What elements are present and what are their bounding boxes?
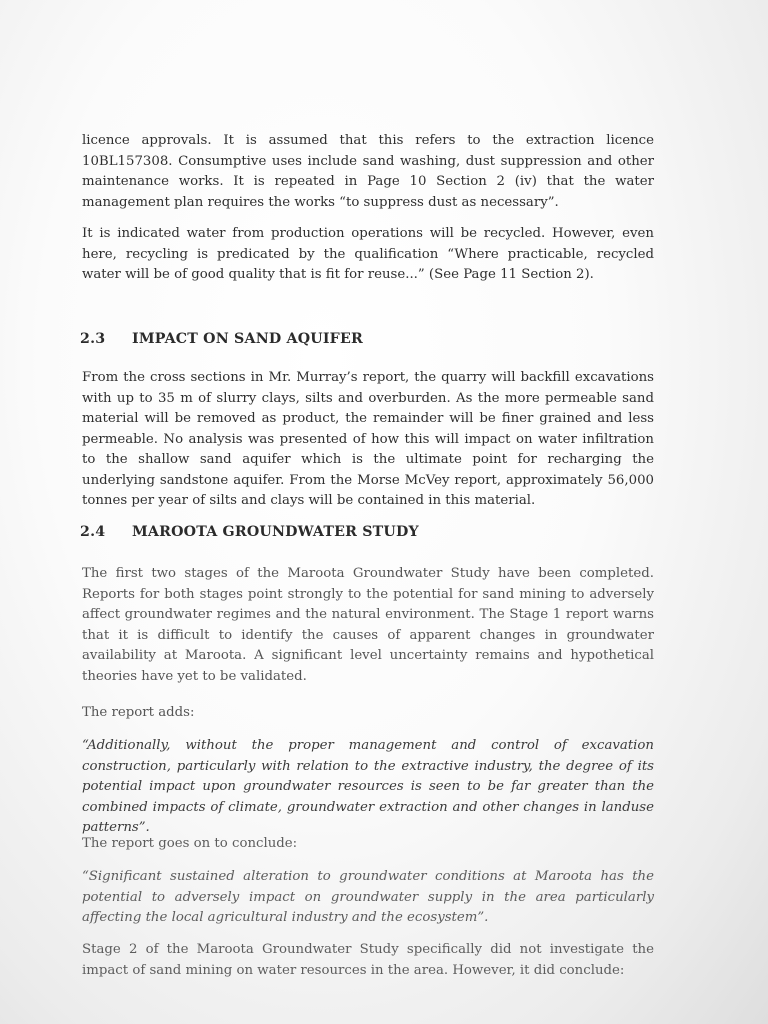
section-number: 2.3 [80, 331, 106, 347]
paragraph-report-adds: The report adds: [82, 705, 195, 720]
section-number: 2.4 [80, 524, 106, 540]
paragraph-recycling: It is indicated water from production operations will be recycled. However, even here, recycling is predicated by the qualification “Where practicable, recycled water will be of good quality that is fit for reuse...” (See Page 11 Section 2). [82, 226, 654, 282]
quote-additionally: “Additionally, without the proper management and control of excavation construction, particularly with relation to the extractive industry, the degree of its potential impact upon groundwater resources is seen to be far greater than the combined impacts of climate, groundwater extraction and other changes in landuse patterns”. [82, 738, 654, 835]
quote-significant: “Significant sustained alteration to groundwater conditions at Maroota has the potential to adversely impact on groundwater supply in the area particularly affecting the local agricultural industry and the ecosystem”. [82, 869, 654, 925]
paragraph-cross-sections: From the cross sections in Mr. Murray’s report, the quarry will backfill excavations with up to 35 m of slurry clays, silts and overburden. As the more permeable sand material will be removed as product, the remainder will be finer grained and less permeable. No analysis was presented of how this will impact on water infiltration to the shallow sand aquifer which is the ultimate point for recharging the underlying sandstone aquifer. From the Morse McVey report, approximately 56,000 tonnes per year of silts and clays will be contained in this material. [82, 370, 654, 508]
paragraph-stage-2: Stage 2 of the Maroota Groundwater Study specifically did not investigate the impact of sand mining on water resources in the area. However, it did conclude: [82, 942, 654, 978]
paragraph-report-concludes: The report goes on to conclude: [82, 836, 298, 851]
section-title: IMPACT ON SAND AQUIFER [132, 331, 363, 347]
paragraph-groundwater-study: The first two stages of the Maroota Groundwater Study have been completed. Reports for both stages point strongly to the potential for sand mining to adversely affect groundwater regimes and the natural environment. The Stage 1 report warns that it is difficult to identify the causes of apparent changes in groundwater availability at Maroota. A significant level uncertainty remains and hypothetical theories have yet to be validated. [82, 566, 654, 684]
paragraph-licence-approvals: licence approvals. It is assumed that this refers to the extraction licence 10BL157308. Consumptive uses include sand washing, dust suppression and other maintenance works. It is repeated in Page 10 Section 2 (iv) that the water management plan requires the works “to suppress dust as necessary”. [82, 133, 654, 210]
section-title: MAROOTA GROUNDWATER STUDY [132, 524, 419, 540]
section-heading-2-4 [80, 524, 419, 540]
section-heading-2-3 [80, 331, 363, 347]
